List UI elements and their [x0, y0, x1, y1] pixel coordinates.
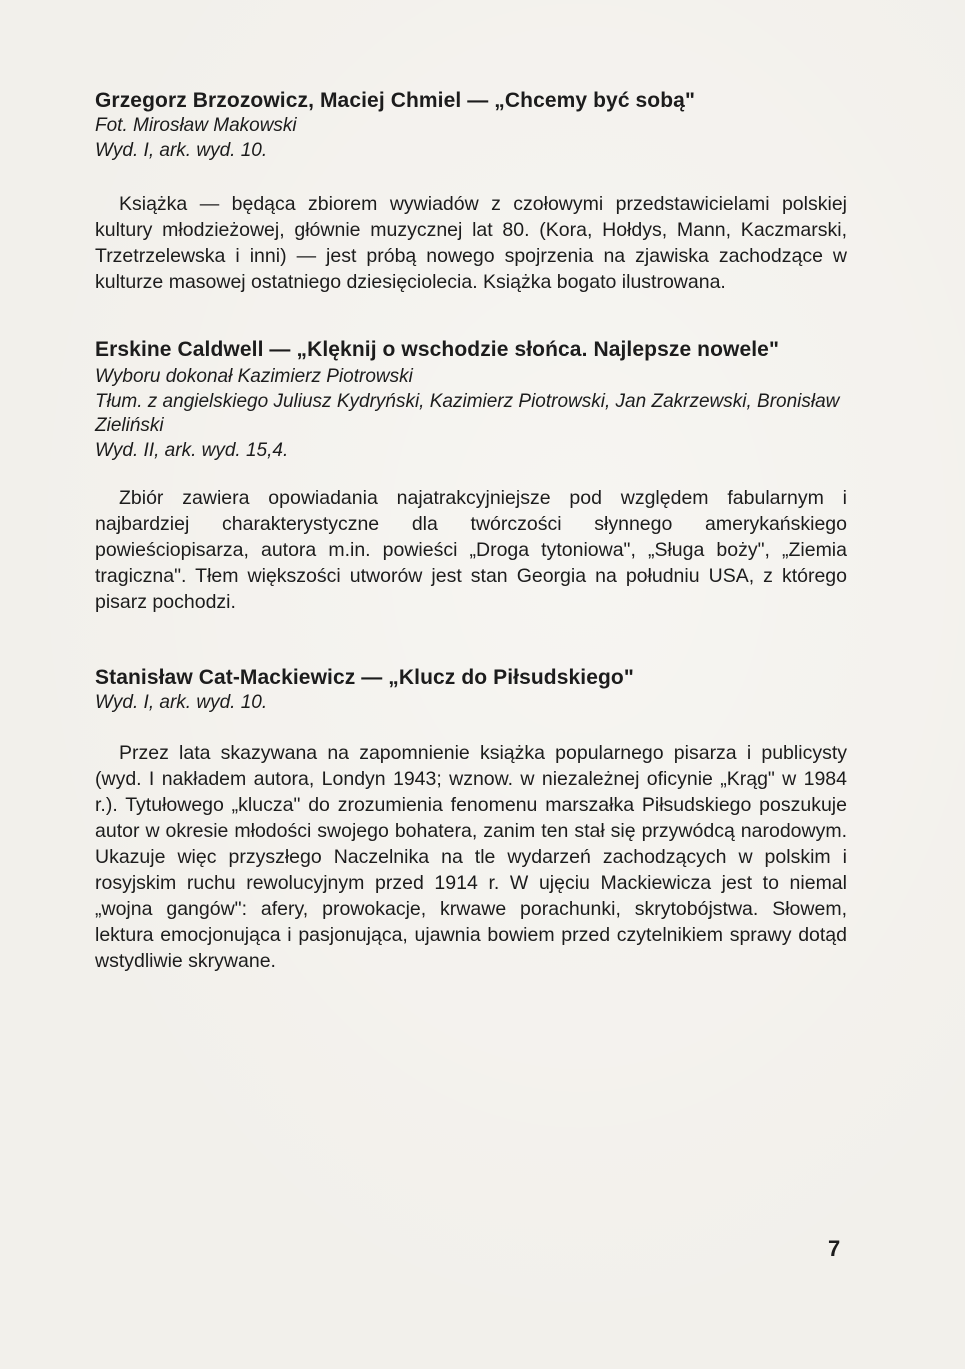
book-description: Przez lata skazywana na zapomnienie książka popularnego pisarza i publicysty (wyd. I nakładem autora, Londyn 1943; wznow. w niezależnej oficynie „Krąg" w 1984 r.). Tytułowego „klucza" do zrozumienia fenomenu marszałka Piłsudskiego poszukuje autor w okresie młodości swojego bohatera, zanim ten stał się przywódcą narodowym. Ukazuje więc przyszłego Naczelnika na tle wydarzeń zachodzących w polskim i rosyjskim ruchu rewolucyjnym przed 1914 r. W ujęciu Mackiewicza jest to niemal „wojna gangów": afery, prowokacje, krwawe porachunki, skrytobójstwa. Słowem, lektura emocjonująca i pasjonująca, ujawnia bowiem przed czytelnikiem sprawy dotąd wstydliwie skrywane. — [95, 741, 847, 972]
book-meta-line: Wyd. I, ark. wyd. 10. — [95, 692, 268, 713]
book-entry — [95, 665, 847, 974]
book-entry — [95, 337, 847, 615]
book-meta-line: Fot. Mirosław Makowski — [95, 115, 297, 136]
book-meta-line: Tłum. z angielskiego Juliusz Kydryński, Kazimierz Piotrowski, Jan Zakrzewski, Bronisław Zieliński — [95, 390, 840, 436]
page-content — [95, 88, 847, 974]
book-title: Erskine Caldwell — „Klęknij o wschodzie słońca. Najlepsze nowele" — [95, 338, 779, 361]
book-title: Grzegorz Brzozowicz, Maciej Chmiel — „Chcemy być sobą" — [95, 89, 696, 112]
book-meta-line: Wyd. II, ark. wyd. 15,4. — [95, 439, 289, 461]
book-entry — [95, 88, 847, 295]
book-meta-line: Wyd. I, ark. wyd. 10. — [95, 139, 268, 161]
book-description: Książka — będąca zbiorem wywiadów z czołowymi przedstawicielami polskiej kultury młodzieżowej, głównie muzycznej lat 80. (Kora, Hołdys, Mann, Kaczmarski, Trzetrzelewska i inni) — jest próbą nowego spojrzenia na zjawiska zachodzące w kulturze masowej ostatniego dziesięciolecia. Książka bogato ilustrowana. — [95, 193, 847, 293]
book-description: Zbiór zawiera opowiadania najatrakcyjniejsze pod względem fabularnym i najbardziej charakterystyczne dla twórczości słynnego amerykańskiego powieściopisarza, autora m.in. powieści „Droga tytoniowa", „Sługa boży", „Ziemia tragiczna". Tłem większości utworów jest stan Georgia na południu USA, z którego pisarz pochodzi. — [95, 487, 847, 613]
page-number: 7 — [828, 1236, 841, 1261]
book-meta-line: Wyboru dokonał Kazimierz Piotrowski — [95, 366, 413, 387]
book-title: Stanisław Cat-Mackiewicz — „Klucz do Piłsudskiego" — [95, 666, 634, 689]
